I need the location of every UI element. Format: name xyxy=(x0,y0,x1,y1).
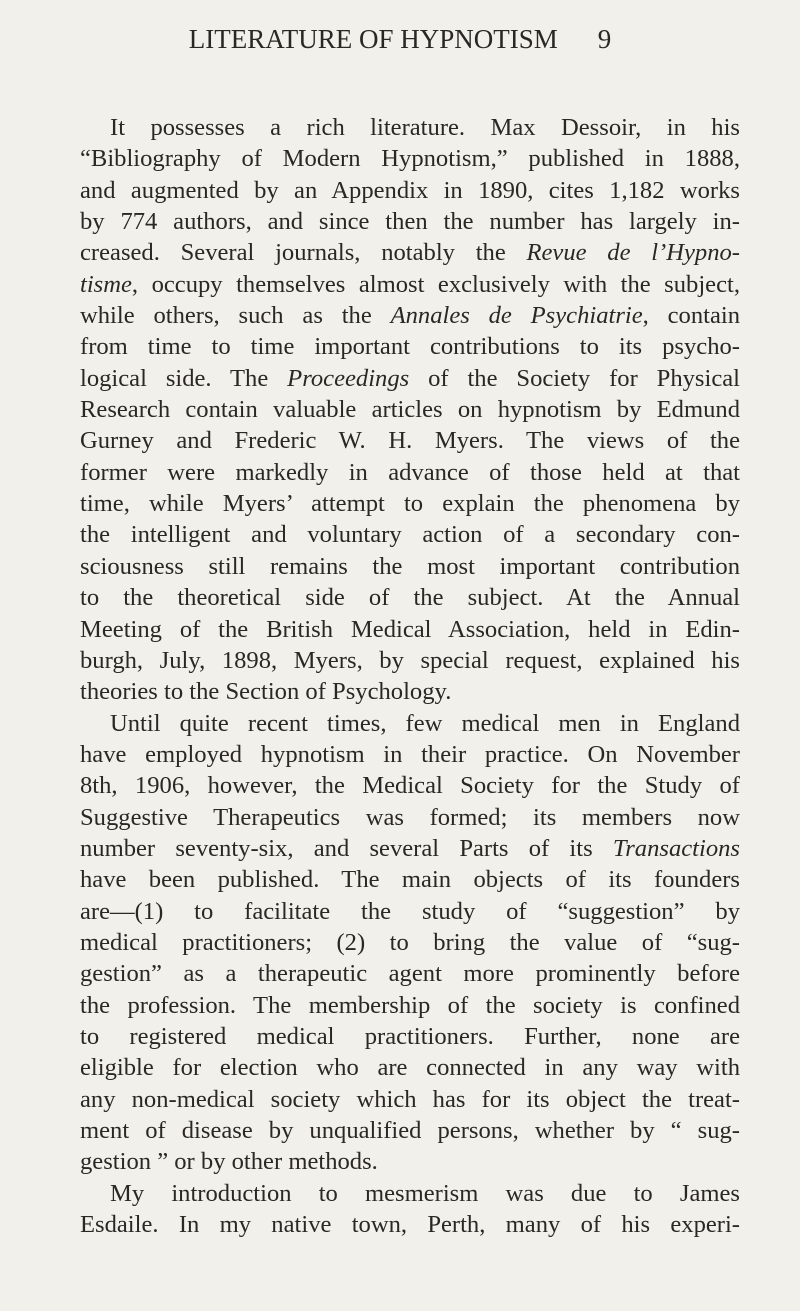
text-segment: Suggestive Therapeutics was formed; its members now xyxy=(80,803,740,831)
text-segment: to registered medical practitioners. Further, none are xyxy=(80,1022,740,1050)
text-segment: Meeting of the British Medical Association, held in Edin- xyxy=(80,615,740,643)
text-line xyxy=(80,1209,740,1240)
text-segment: by 774 authors, and since then the number has largely in- xyxy=(80,208,740,236)
text-line xyxy=(80,1115,740,1146)
text-line xyxy=(80,739,740,770)
text-segment: gestion ” or by other methods. xyxy=(80,1148,378,1176)
italic-title: tisme xyxy=(80,270,132,298)
text-line xyxy=(80,112,740,143)
text-line xyxy=(80,331,740,362)
text-line xyxy=(80,237,740,268)
text-line xyxy=(80,363,740,394)
text-segment: logical side. The xyxy=(80,364,288,392)
text-line xyxy=(80,1146,740,1177)
text-line xyxy=(80,175,740,206)
text-line xyxy=(80,1178,740,1209)
text-line xyxy=(80,708,740,739)
text-segment: have employed hypnotism in their practice. On November xyxy=(80,740,740,768)
text-line xyxy=(80,1084,740,1115)
text-segment: gestion” as a therapeutic agent more prominently before xyxy=(80,960,740,988)
text-line xyxy=(80,614,740,645)
text-line xyxy=(80,519,740,550)
text-segment: are—(1) to facilitate the study of “suggestion” by xyxy=(80,897,740,925)
text-segment: Until quite recent times, few medical men in England xyxy=(110,709,740,737)
text-line xyxy=(80,488,740,519)
text-line xyxy=(80,833,740,864)
text-segment: and augmented by an Appendix in 1890, cites 1,182 works xyxy=(80,176,740,204)
text-line xyxy=(80,645,740,676)
text-segment: while others, such as the xyxy=(80,302,391,330)
text-line xyxy=(80,1021,740,1052)
italic-title: Transactions xyxy=(612,834,740,862)
text-line xyxy=(80,551,740,582)
running-header xyxy=(0,24,800,55)
text-segment: Gurney and Frederic W. H. Myers. The views of the xyxy=(80,427,740,455)
body-text xyxy=(80,112,740,1240)
text-line xyxy=(80,770,740,801)
text-segment: of the Society for Physical xyxy=(409,364,740,392)
text-line xyxy=(80,676,740,707)
text-line xyxy=(80,269,740,300)
text-segment: Esdaile. In my native town, Perth, many of his experi- xyxy=(80,1211,740,1239)
text-line xyxy=(80,394,740,425)
text-segment: sciousness still remains the most important contribution xyxy=(80,552,740,580)
text-line xyxy=(80,990,740,1021)
page-number: 9 xyxy=(597,24,612,54)
text-segment: My introduction to mesmerism was due to James xyxy=(110,1179,740,1207)
italic-title: Revue de l’Hypno- xyxy=(526,239,740,267)
text-segment: medical practitioners; (2) to bring the value of “sug- xyxy=(80,928,740,956)
text-line xyxy=(80,958,740,989)
text-segment: ment of disease by unqualified persons, whether by “ sug- xyxy=(80,1117,740,1144)
text-line xyxy=(80,1052,740,1083)
text-segment: number seventy-six, and several Parts of its xyxy=(80,834,613,862)
text-segment: theories to the Section of Psychology. xyxy=(80,678,452,706)
text-line xyxy=(80,802,740,833)
text-segment: “Bibliography of Modern Hypnotism,” published in 1888, xyxy=(80,145,740,173)
text-line xyxy=(80,425,740,456)
text-line xyxy=(80,927,740,958)
text-segment: the intelligent and voluntary action of a secondary con- xyxy=(80,521,740,549)
text-segment: from time to time important contributions to its psycho- xyxy=(80,333,740,361)
running-title: LITERATURE OF HYPNOTISM xyxy=(188,24,558,54)
text-segment: the profession. The membership of the society is confined xyxy=(80,991,740,1019)
text-segment: creased. Several journals, notably the xyxy=(80,239,527,267)
text-line xyxy=(80,300,740,331)
italic-title: Annales de Psychiatrie xyxy=(390,302,643,330)
text-segment: any non-medical society which has for its object the treat- xyxy=(80,1085,740,1113)
text-segment: 8th, 1906, however, the Medical Society for the Study of xyxy=(80,772,740,800)
text-line xyxy=(80,864,740,895)
text-line xyxy=(80,457,740,488)
text-line xyxy=(80,896,740,927)
text-line xyxy=(80,582,740,613)
text-segment: have been published. The main objects of its founders xyxy=(80,866,740,894)
text-line xyxy=(80,206,740,237)
text-segment: , contain xyxy=(642,302,741,330)
text-line xyxy=(80,143,740,174)
text-segment: former were markedly in advance of those held at that xyxy=(80,458,740,486)
italic-title: Proceedings xyxy=(287,364,410,392)
text-segment: time, while Myers’ attempt to explain the phenomena by xyxy=(80,490,740,518)
text-segment: to the theoretical side of the subject. At the Annual xyxy=(80,584,740,612)
text-segment: burgh, July, 1898, Myers, by special request, explained his xyxy=(80,646,740,674)
text-segment: eligible for election who are connected in any way with xyxy=(80,1054,740,1082)
text-segment: It possesses a rich literature. Max Dessoir, in his xyxy=(110,114,740,141)
text-segment: Research contain valuable articles on hypnotism by Edmund xyxy=(80,396,740,424)
text-segment: , occupy themselves almost exclusively with the subject, xyxy=(131,270,740,298)
